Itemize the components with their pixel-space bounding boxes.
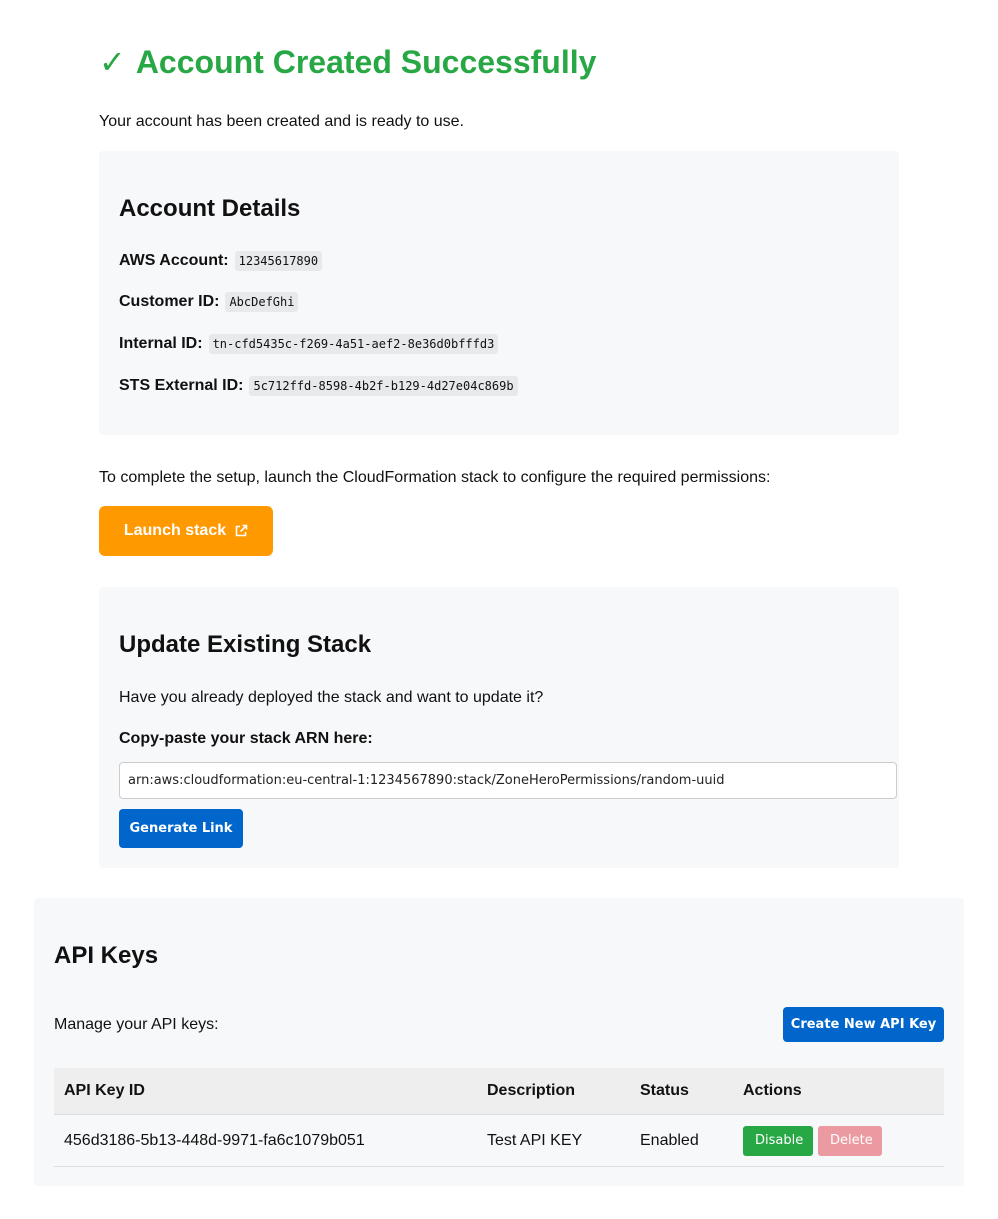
table-header-row [54, 1068, 944, 1115]
detail-sts-external-id [119, 375, 518, 397]
actions-cell [733, 1115, 944, 1167]
update-stack-question: Have you already deployed the stack and want to update it? [119, 689, 544, 706]
detail-customer-id [119, 291, 298, 313]
table-row [54, 1115, 944, 1167]
detail-label: STS External ID: [119, 377, 244, 394]
api-keys-title: API Keys [54, 942, 159, 969]
column-header-description: Description [477, 1068, 630, 1115]
description-cell: Test API KEY [477, 1115, 630, 1167]
intro-text: Your account has been created and is ready to use. [99, 113, 464, 130]
detail-label: Customer ID: [119, 293, 220, 310]
generate-link-button[interactable]: Generate Link [119, 809, 243, 848]
api-key-id-cell: 456d3186-5b13-448d-9971-fa6c1079b051 [54, 1115, 477, 1167]
update-stack-card [99, 587, 899, 868]
customer-id-value: AbcDefGhi [225, 292, 298, 312]
detail-label: AWS Account: [119, 252, 229, 269]
status-cell: Enabled [630, 1115, 733, 1167]
api-keys-table [54, 1068, 944, 1167]
arn-label: Copy-paste your stack ARN here: [119, 730, 373, 747]
column-header-api-key-id: API Key ID [54, 1068, 477, 1115]
aws-account-value: 12345617890 [235, 251, 322, 271]
internal-id-value: tn-cfd5435c-f269-4a51-aef2-8e36d0bfffd3 [209, 334, 499, 354]
page-title-text: Account Created Successfully [135, 44, 597, 80]
account-details-title: Account Details [119, 195, 301, 222]
create-api-key-button[interactable]: Create New API Key [783, 1007, 944, 1042]
detail-aws-account [119, 250, 322, 272]
detail-label: Internal ID: [119, 335, 203, 352]
column-header-actions: Actions [733, 1068, 944, 1115]
sts-external-id-value: 5c712ffd-8598-4b2f-b129-4d27e04c869b [249, 376, 517, 396]
update-stack-title: Update Existing Stack [119, 631, 372, 658]
detail-internal-id [119, 333, 498, 355]
checkmark-icon: ✓ [99, 44, 126, 80]
setup-instructions: To complete the setup, launch the CloudFormation stack to configure the required permissions: [99, 469, 771, 486]
delete-key-button[interactable]: Delete [818, 1126, 882, 1156]
stack-arn-input[interactable] [119, 762, 897, 799]
manage-api-keys-text: Manage your API keys: [54, 1016, 219, 1033]
disable-key-button[interactable]: Disable [743, 1126, 813, 1156]
page-title [99, 40, 596, 84]
launch-stack-button[interactable] [99, 506, 273, 556]
column-header-status: Status [630, 1068, 733, 1115]
external-link-icon [234, 524, 248, 538]
launch-stack-label: Launch stack [123, 522, 227, 539]
account-details-card [99, 151, 899, 435]
api-keys-card [34, 898, 964, 1186]
